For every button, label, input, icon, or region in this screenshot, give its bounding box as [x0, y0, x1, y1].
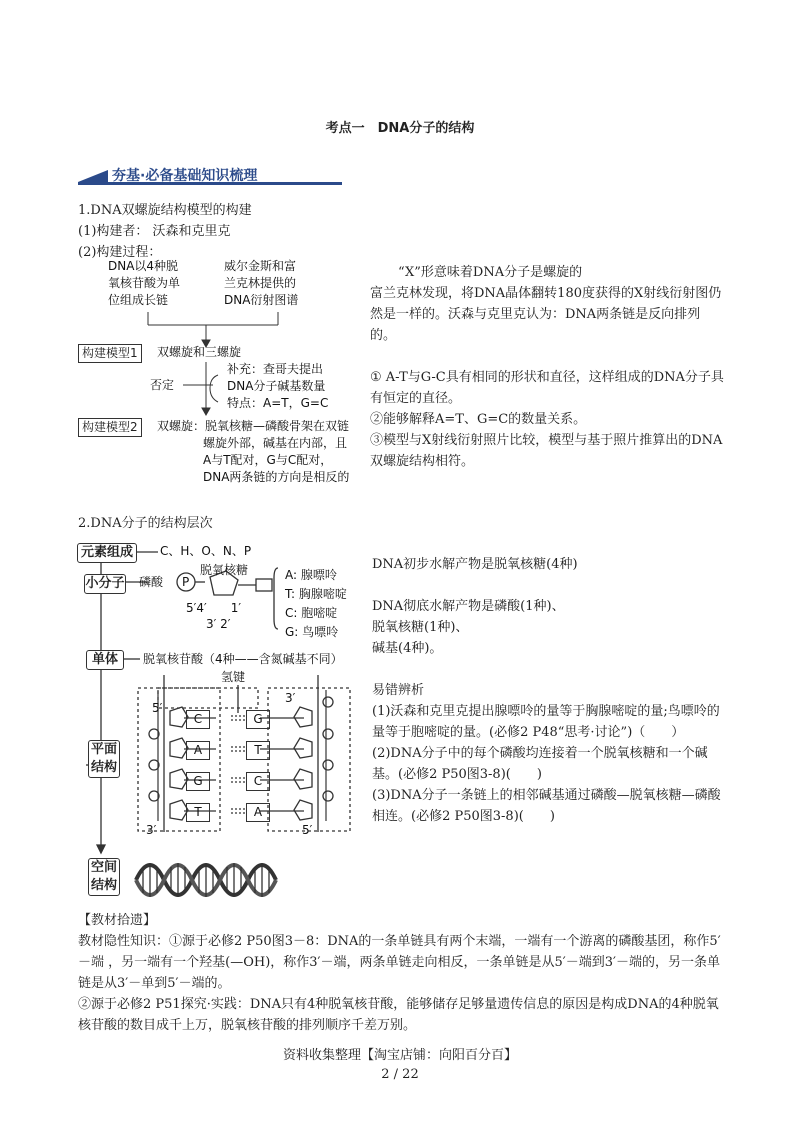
note-reason3: ③模型与X射线衍射照片比较，模型与基于照片推算出的DNA双螺旋结构相符。 [370, 433, 723, 469]
hbond-label: 氢键 [221, 670, 246, 684]
note-franklin: 富兰克林发现，将DNA晶体翻转180度获得的X射线衍射图仍然是一样的。沃森与克里克认为：DNA两条链是反向排列的。 [370, 286, 722, 343]
note-error-head: 易错辨析 [372, 683, 425, 698]
supplement-block [227, 361, 328, 412]
flow-right-line2: 兰克林提供的 [224, 276, 297, 290]
plane-box: 平面结构 [88, 740, 120, 778]
s3-para1: 教材隐性知识：①源于必修2 P50图3－8：DNA的一条单链具有两个末端，一端有一个游离的磷酸基团，称作5′－端 ，另一端有一个羟基(—OH)，称作3′－端，两条单链走向相反，一条单链是从5′－端到3′－端的，另一条单链是从3′－单到5′－端的。 [78, 934, 721, 991]
flow-right-line1: 威尔金斯和富 [224, 259, 297, 273]
flow-left-line2: 氧核苷酸为单 [108, 276, 181, 290]
supplement-line2: DNA分子碱基数量 [227, 379, 326, 393]
note-x-shape: “X”形意味着DNA分子是螺旋的 [398, 265, 583, 280]
base-list [285, 566, 347, 642]
pair-3-right: C [246, 772, 270, 791]
small-molecule-box: 小分子 [84, 574, 126, 594]
elements-text: C、H、O、N、P [160, 544, 252, 558]
pair-4-left: T [186, 803, 210, 822]
model1-text: 双螺旋和三螺旋 [157, 345, 242, 359]
note-error-3: (3)DNA分子一条链上的相邻碱基通过磷酸—脱氧核糖—磷酸相连。(必修2 P50图3-8)( ) [372, 788, 721, 824]
pair-2-right: T [246, 741, 270, 760]
s1-process: (2)构建过程： [78, 245, 162, 260]
flow-left-line1: DNA以4种脱 [108, 259, 179, 273]
supplement-line3: 特点：A=T，G=C [227, 396, 329, 410]
footer-source: 资料收集整理【淘宝店铺：向阳百分百】 [282, 1048, 517, 1063]
phosphate-label: 磷酸 [139, 575, 164, 589]
pair-3-left: G [186, 772, 210, 791]
note-bases: 碱基(4种)。 [372, 641, 443, 656]
note-reason1: ① A-T与G-C具有相同的形状和直径，这样组成的DNA分子具有恒定的直径。 [370, 370, 724, 406]
note-spacer [370, 346, 725, 367]
model1-box: 构建模型1 [78, 344, 142, 363]
base-a: A: 腺嘌呤 [285, 568, 337, 582]
pair-2-left: A [186, 741, 210, 760]
sugar-label: 脱氧核糖 [200, 563, 249, 577]
page-number: 2 / 22 [381, 1067, 419, 1082]
note-reason2: ②能够解释A=T、G=C的数量关系。 [370, 412, 587, 427]
model2-line4: DNA两条链的方向是相反的 [203, 470, 350, 484]
s3-para2: ②源于必修2 P51探究·实践：DNA只有4种脱氧核苷酸，能够储存足够量遗传信息的原因是构成DNA的4种脱氧核苷酸的数目成千上万，脱氧核苷酸的排列顺序千差万别。 [78, 997, 719, 1033]
plane-5a: 5′ [152, 701, 163, 715]
note-spacer2 [372, 575, 727, 596]
plane-3b: 3′ [146, 823, 157, 837]
s2-notes [372, 554, 727, 827]
s2-heading: 2.DNA分子的结构层次 [78, 516, 213, 531]
monomer-text: 脱氧核苷酸（4种——含氮碱基不同） [143, 652, 343, 666]
flow-right-line3: DNA衍射图谱 [224, 293, 299, 307]
note-sugar: 脱氧核糖(1种)、 [372, 620, 469, 635]
pair-1-left: C [186, 710, 210, 729]
s1-notes [370, 262, 725, 472]
model2-block [157, 418, 392, 486]
section-banner [78, 166, 342, 186]
s1-heading: 1.DNA双螺旋结构模型的构建 [78, 203, 252, 218]
note-error-2: (2)DNA分子中的每个磷酸均连接着一个脱氧核糖和一个碱基。(必修2 P50图3-8)( ) [372, 746, 708, 782]
flow-left-line3: 位组成长链 [108, 293, 169, 307]
page-title: 考点一 DNA分子的结构 [325, 121, 475, 136]
note-partial-hydrolysis: DNA初步水解产物是脱氧核糖(4种) [372, 557, 578, 572]
base-c: C: 胞嘧啶 [285, 606, 338, 620]
plane-3a: 3′ [285, 691, 296, 705]
base-g: G: 鸟嘌呤 [285, 625, 339, 639]
monomer-box: 单体 [86, 650, 124, 670]
model2-line1: 双螺旋：脱氧核糖—磷酸骨架在双链 [157, 419, 350, 433]
supplement-line1: 补充：查哥夫提出 [227, 362, 324, 376]
pair-4-right: A [246, 803, 270, 822]
sugar-numbers: 5′4′ 1′ [186, 601, 242, 615]
pair-1-right: G [246, 710, 270, 729]
phosphate-p: P [182, 575, 190, 589]
model2-box: 构建模型2 [78, 418, 142, 437]
s1-builders: (1)构建者： 沃森和克里克 [78, 224, 231, 239]
plane-5b: 5′ [302, 823, 313, 837]
spatial-box: 空间结构 [88, 858, 120, 896]
base-t: T: 胸腺嘧啶 [285, 587, 347, 601]
model2-line3: A与T配对，G与C配对， [203, 453, 333, 467]
negate-label: 否定 [150, 378, 175, 392]
banner-title: 夯基·必备基础知识梳理 [112, 168, 258, 184]
s3-block [78, 910, 728, 1036]
note-spacer3 [372, 659, 727, 680]
s3-heading: 【教材拾遗】 [78, 913, 157, 928]
model2-line2: 螺旋外部，碱基在内部，且 [203, 436, 348, 450]
elements-box: 元素组成 [77, 543, 137, 563]
note-full-hydrolysis: DNA彻底水解产物是磷酸(1种)、 [372, 599, 565, 614]
note-error-1: (1)沃森和克里克提出腺嘌呤的量等于胸腺嘧啶的量;鸟嘌呤的量等于胞嘧啶的量。(必修2 P48“思考·讨论”)（ ） [372, 704, 720, 740]
sugar-numbers2: 3′ 2′ [206, 617, 231, 631]
